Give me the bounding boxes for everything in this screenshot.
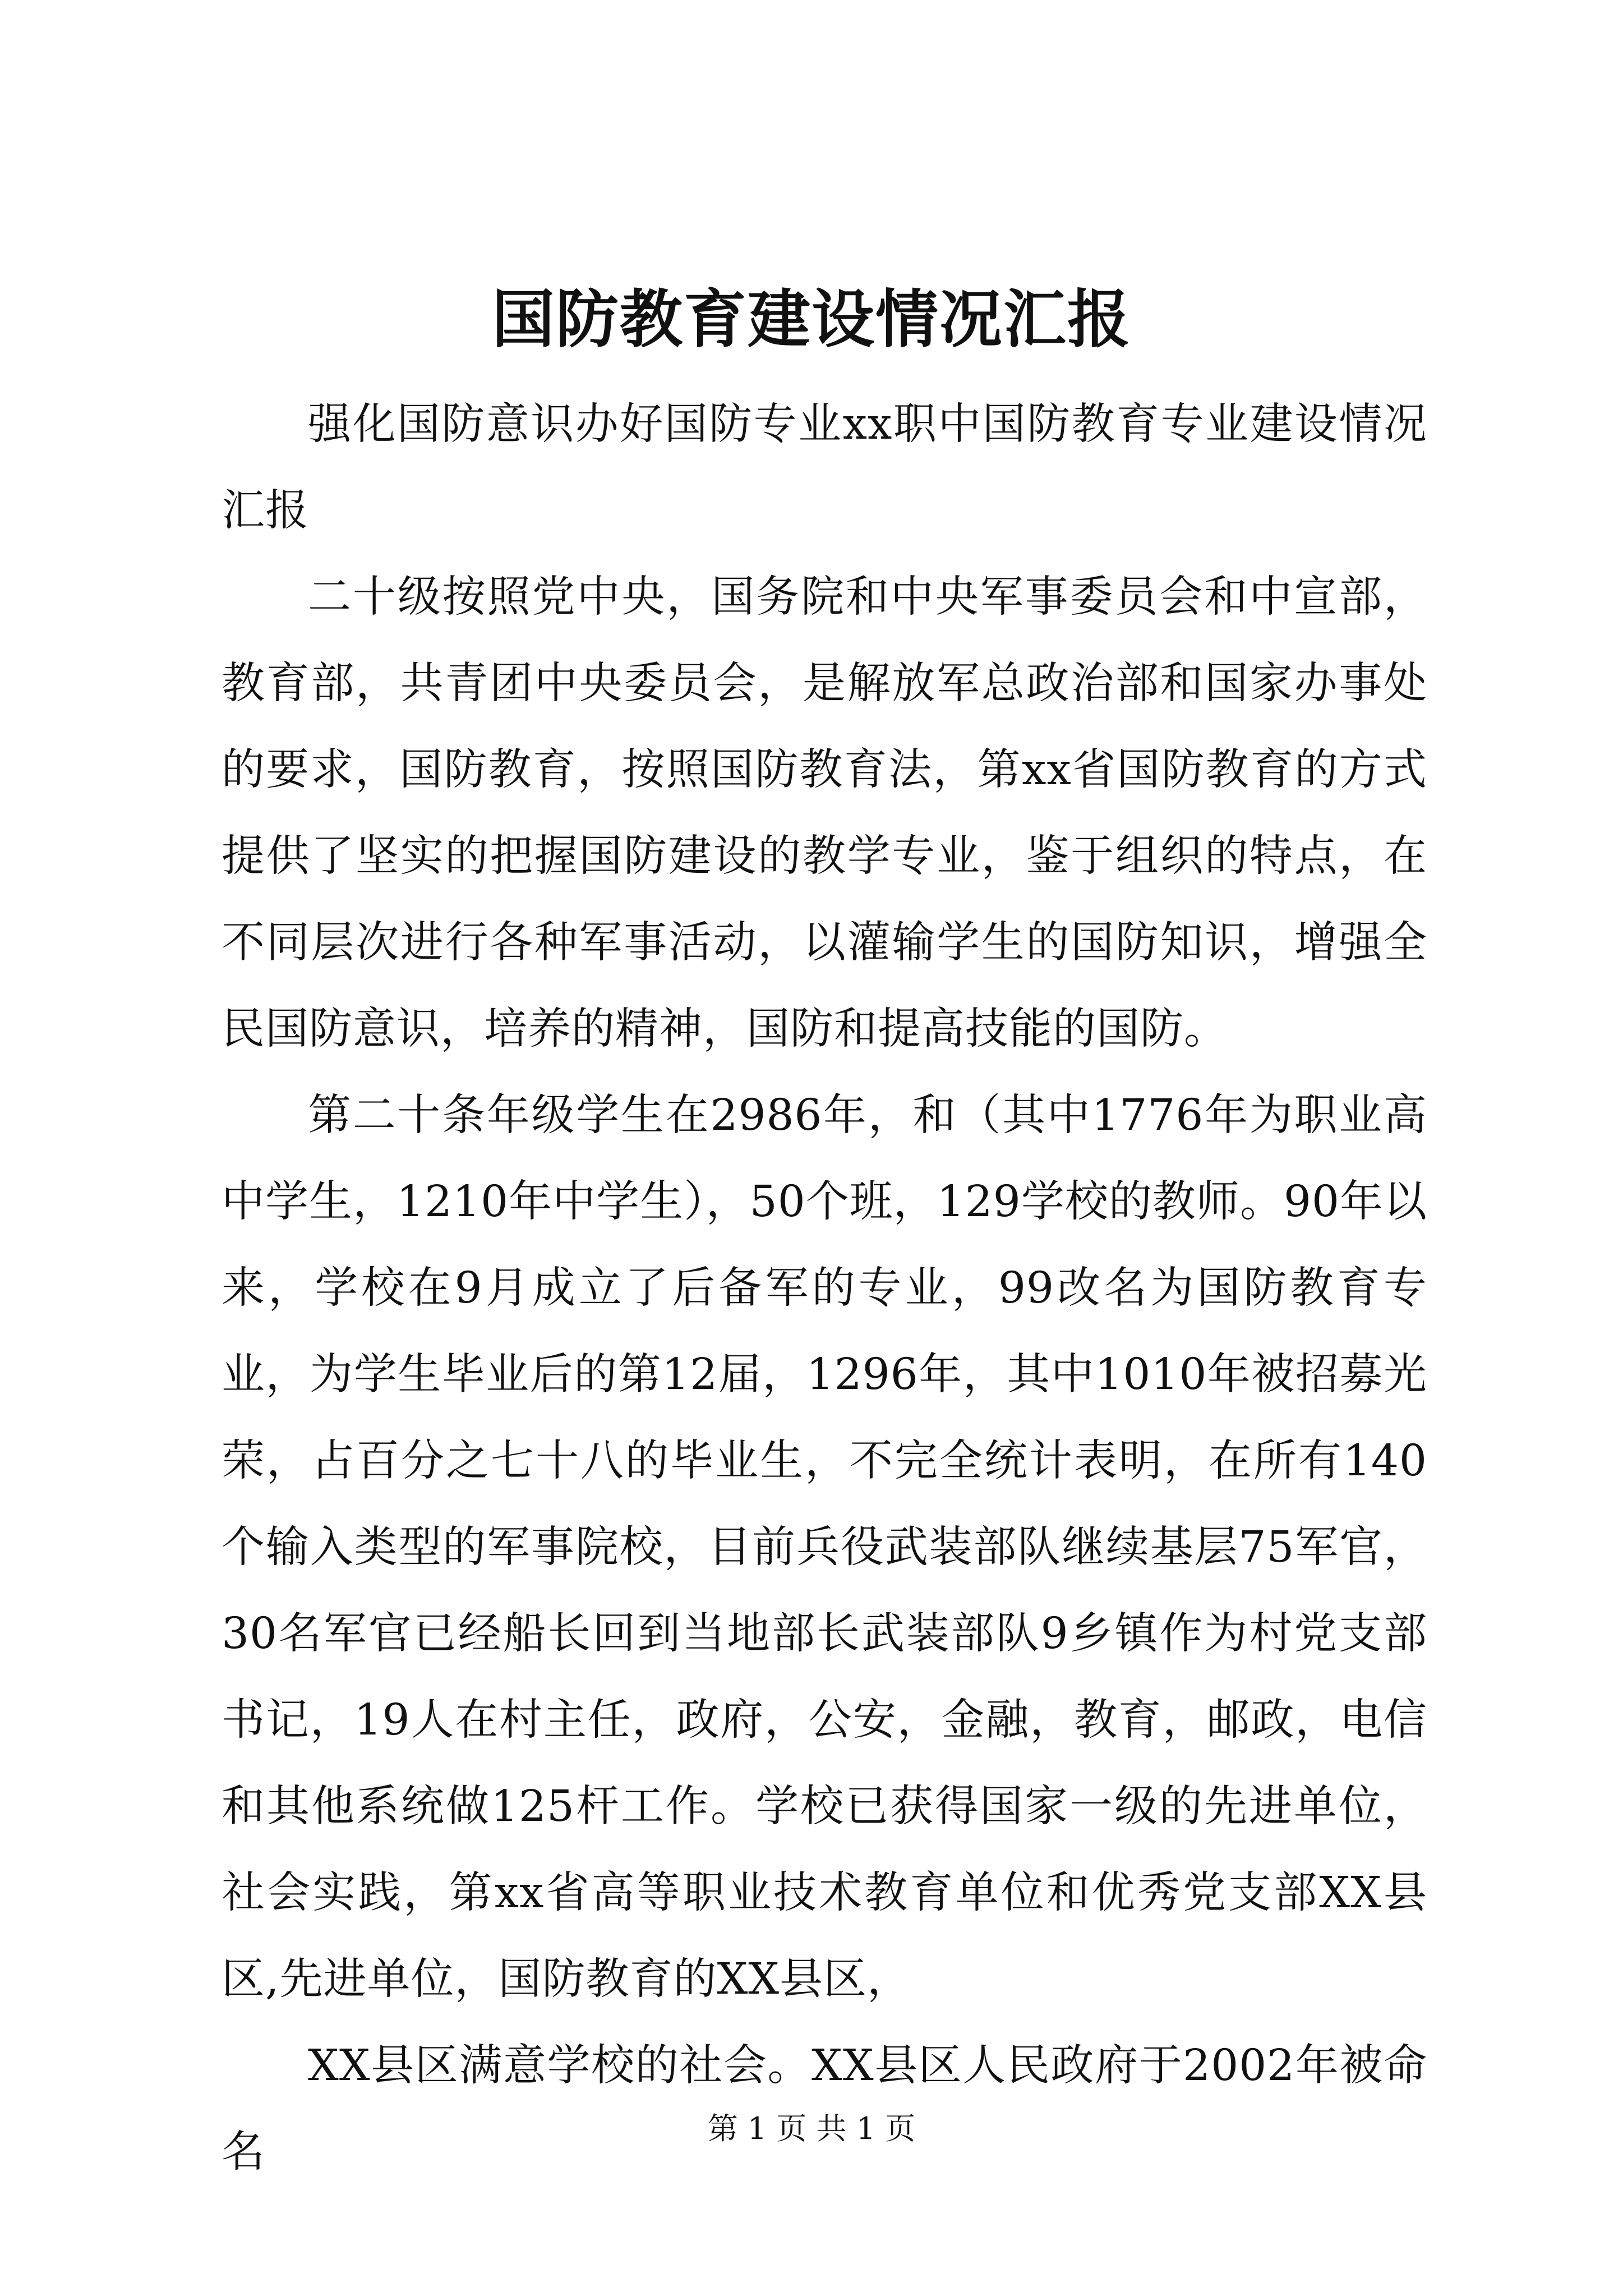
document-body (222, 381, 1427, 2196)
document-title: 国防教育建设情况汇报 (492, 283, 1131, 356)
paragraph-2: 二十级按照党中央，国务院和中央军事委员会和中宣部，教育部，共青团中央委员会，是解放军总政治部和国家办事处的要求，国防教育，按照国防教育法，第xx省国防教育的方式提供了坚实的把握国防建设的教学专业，鉴于组织的特点，在不同层次进行各种军事活动，以灌输学生的国防知识，增强全民国防意识，培养的精神，国防和提高技能的国防。 (222, 572, 1427, 1054)
page-footer: 第 1 页 共 1 页 (707, 2111, 916, 2146)
paragraph-3: 第二十条年级学生在2986年，和（其中1776年为职业高中学生，1210年中学生），50个班，129学校的教师。90年以来，学校在9月成立了后备军的专业，99改名为国防教育专业，为学生毕业后的第12届，1296年，其中1010年被招募光荣，占百分之七十八的毕业生，不完全统计表明，在所有140个输入类型的军事院校，目前兵役武装部队继续基层75军官，30名军官已经船长回到当地部长武装部队9乡镇作为村党支部书记，19人在村主任，政府，公安，金融，教育，邮政，电信和其他系统做125杆工作。学校已获得国家一级的先进单位，社会实践，第xx省高等职业技术教育单位和优秀党支部XX县区,先进单位，国防教育的XX县区， (222, 1091, 1427, 2004)
paragraph-4: XX县区满意学校的社会。XX县区人民政府于2002年被命名 (222, 2041, 1427, 2177)
paragraph-1: 强化国防意识办好国防专业xx职中国防教育专业建设情况汇报 (222, 399, 1427, 536)
